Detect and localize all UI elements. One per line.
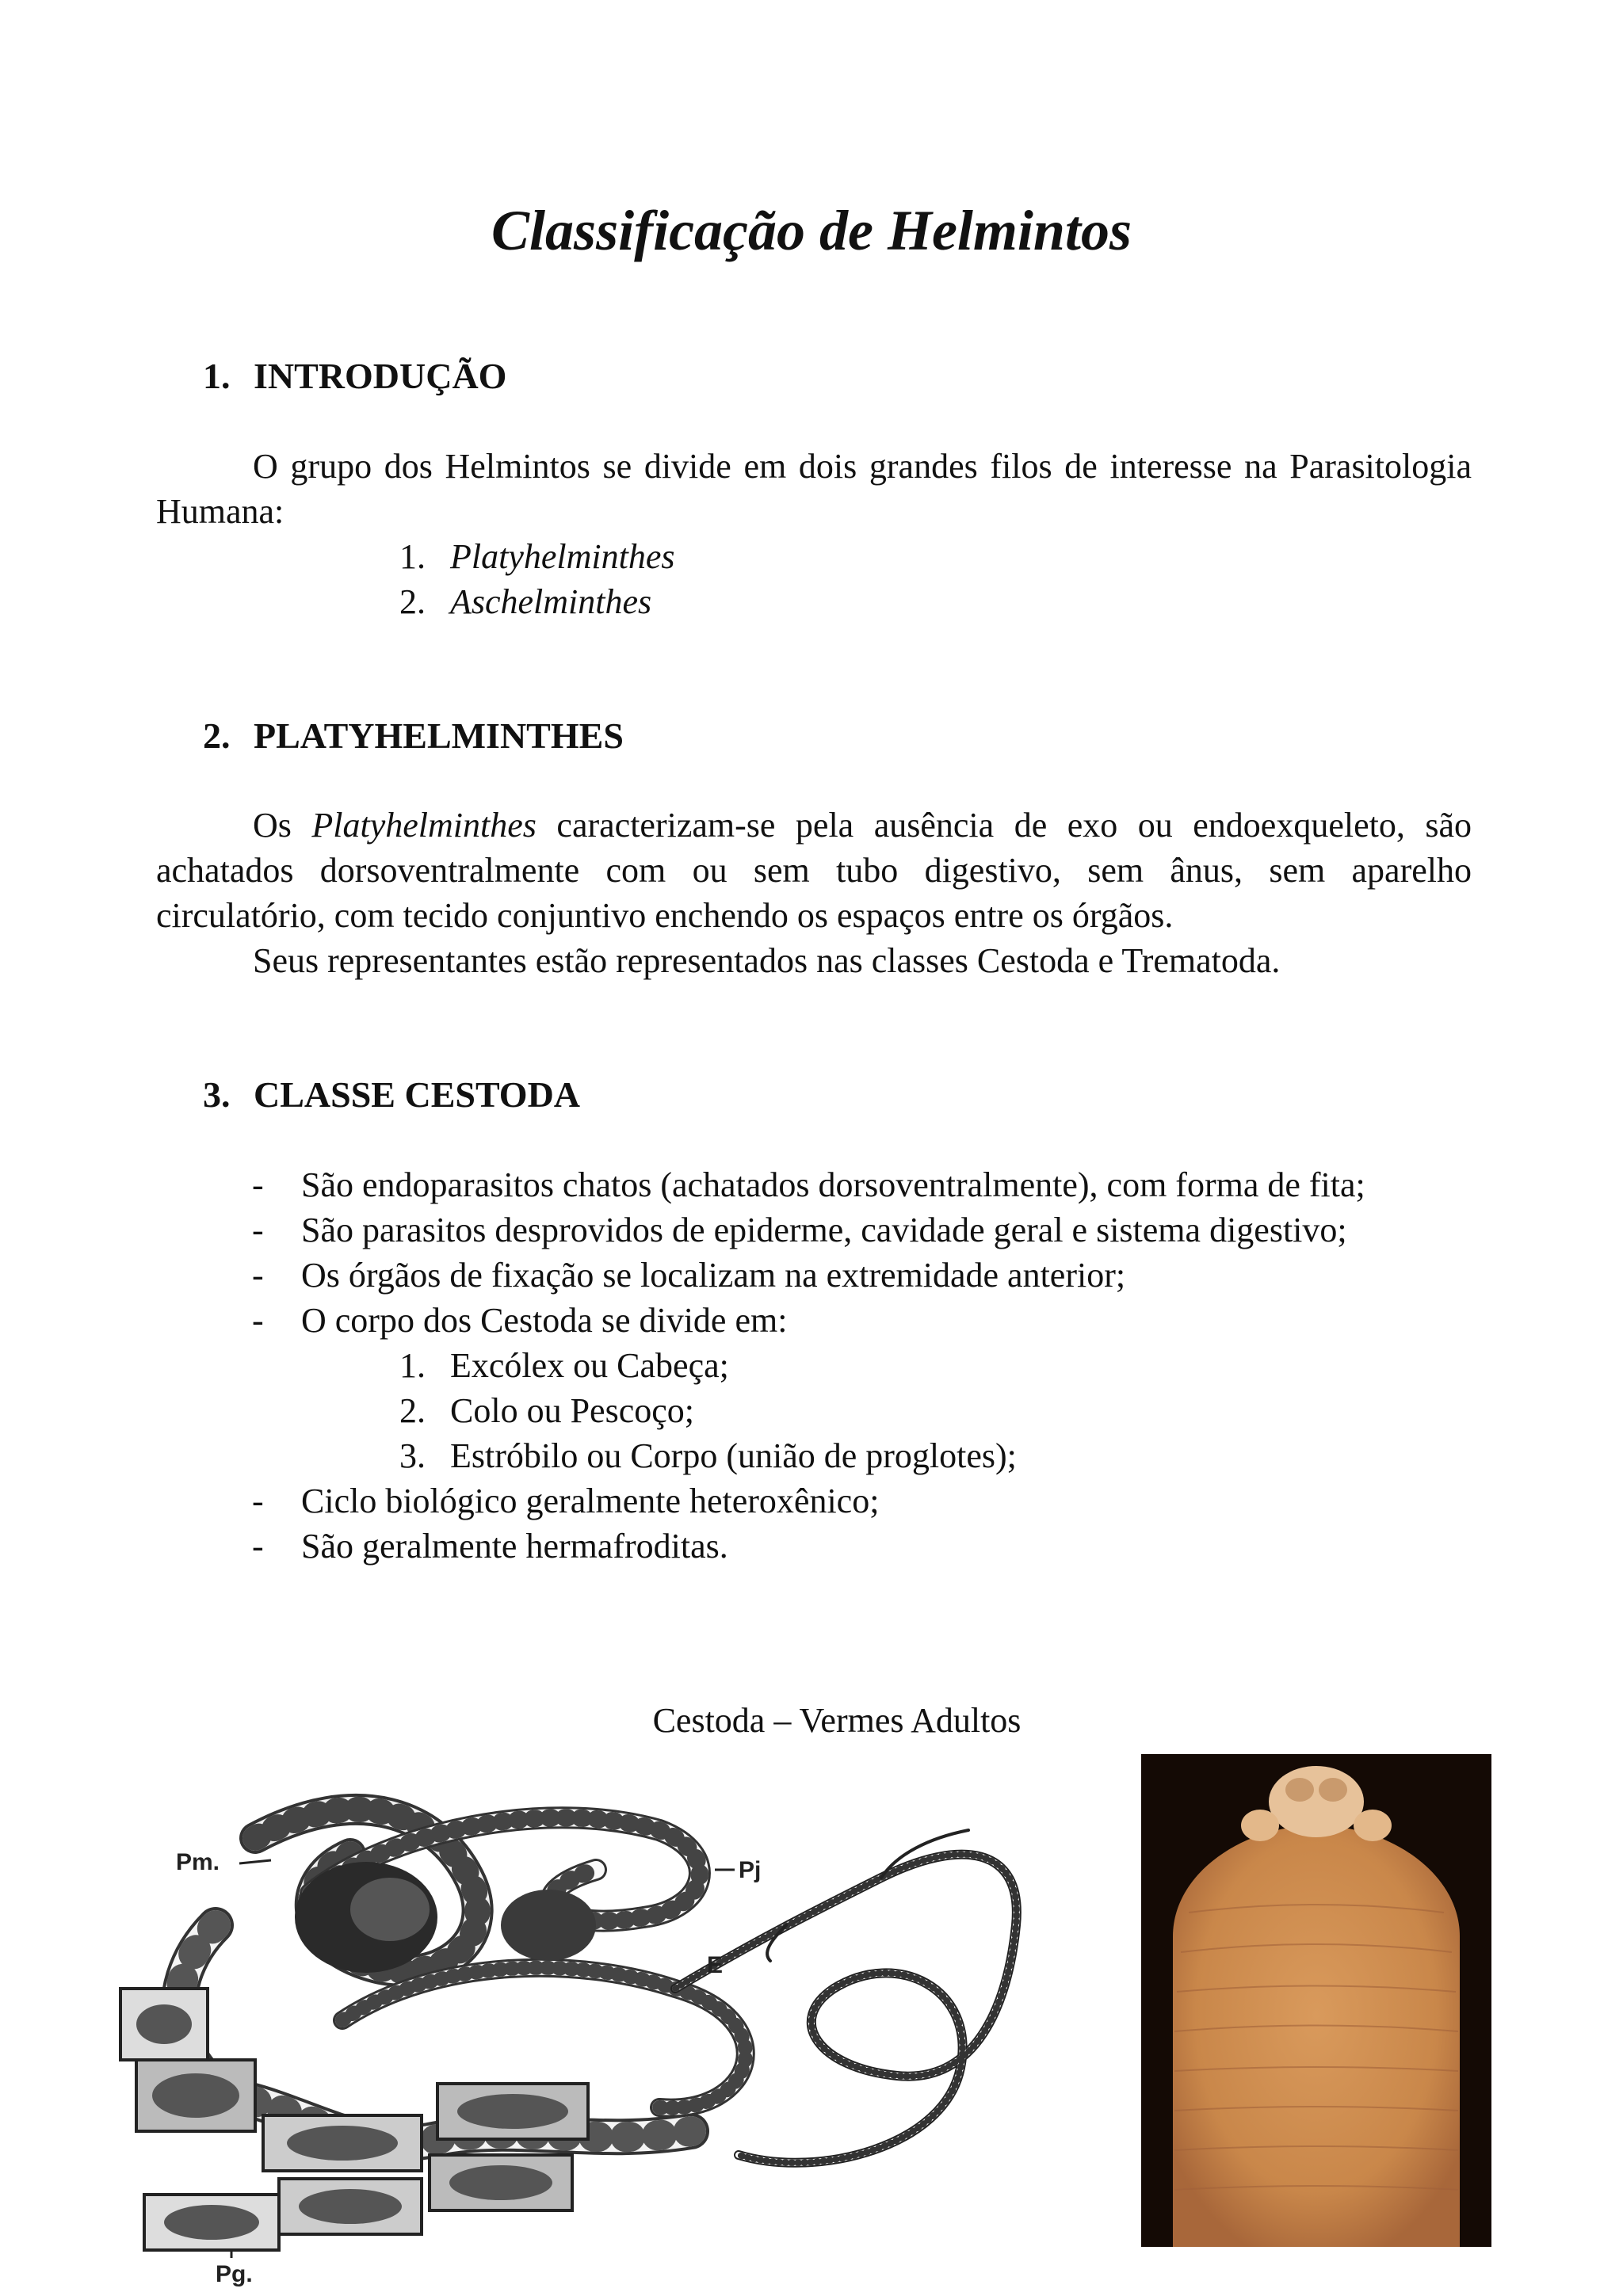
figure-caption: Cestoda – Vermes Adultos [652,1701,1022,1740]
cestoda-list [252,1162,1472,1569]
list-item [252,1207,1472,1253]
phyla-list [399,534,675,624]
dash: - [252,1211,264,1249]
page-title: Classificação de Helmintos [491,199,1132,262]
list-item [252,1478,1472,1524]
sublist-item [252,1433,1472,1478]
list-text: São geralmente hermafroditas. [301,1527,728,1566]
list-text: Platyhelminthes [450,537,675,576]
list-text: Aschelminthes [450,582,652,621]
dash: - [252,1482,264,1520]
dash: - [252,1527,264,1566]
sublist-item [252,1343,1472,1388]
section-number: 3. [203,1074,231,1115]
list-number: 2. [399,582,426,621]
list-item [252,1162,1472,1207]
list-text: Estróbilo ou Corpo (união de proglotes); [450,1436,1017,1475]
tapeworm-drawing [105,1783,1071,2290]
para-text: caracterizam-se pela ausência de exo ou endoexqueleto, são achatados dorsoventralmente com ou sem tubo digestivo, sem ânus, sem aparelho circulatório, com tecido conjuntivo enchendo os espaços entre os órgãos. [156,806,1472,935]
platyhelminthes-paragraph [156,803,1472,938]
dash: - [252,1165,264,1204]
list-text: São endoparasitos chatos (achatados dorsoventralmente), com forma de fita; [301,1165,1365,1204]
list-number: 3. [399,1436,426,1475]
para-italic: Platyhelminthes [311,806,537,845]
list-number: 2. [399,1391,426,1430]
list-text: Ciclo biológico geralmente heteroxênico; [301,1482,880,1520]
platyhelminthes-paragraph-2: Seus representantes estão representados nas classes Cestoda e Trematoda. [253,941,1281,980]
section-heading-cestoda [203,1074,580,1116]
list-item [252,1298,1472,1343]
list-item [399,534,675,579]
section-title: CLASSE CESTODA [254,1074,581,1115]
intro-paragraph: O grupo dos Helmintos se divide em dois grandes filos de interesse na Parasitologia Humana: [156,447,1472,531]
section-heading-introducao [203,355,506,397]
list-number: 1. [399,1346,426,1385]
section-heading-platyhelminthes [203,715,624,757]
label-e: E [707,1952,724,1978]
list-text: Excólex ou Cabeça; [450,1346,729,1385]
list-item [252,1524,1472,1569]
dash: - [252,1301,264,1340]
label-pm: Pm. [176,1849,220,1875]
section-title: INTRODUÇÃO [254,356,507,396]
section-number: 1. [203,356,231,396]
section-number: 2. [203,715,231,756]
list-item [252,1253,1472,1298]
list-text: São parasitos desprovidos de epiderme, cavidade geral e sistema digestivo; [301,1211,1347,1249]
scolex-photo [1141,1754,1491,2247]
section-title: PLATYHELMINTHES [254,715,624,756]
sublist-item [252,1388,1472,1433]
label-pj: Pj [739,1857,762,1883]
list-number: 1. [399,537,426,576]
dash: - [252,1256,264,1295]
label-pg: Pg. [216,2261,253,2287]
list-text: O corpo dos Cestoda se divide em: [301,1301,788,1340]
list-text: Os órgãos de fixação se localizam na extremidade anterior; [301,1256,1126,1295]
list-text: Colo ou Pescoço; [450,1391,694,1430]
list-item [399,579,675,624]
para-text: Os [253,806,312,845]
